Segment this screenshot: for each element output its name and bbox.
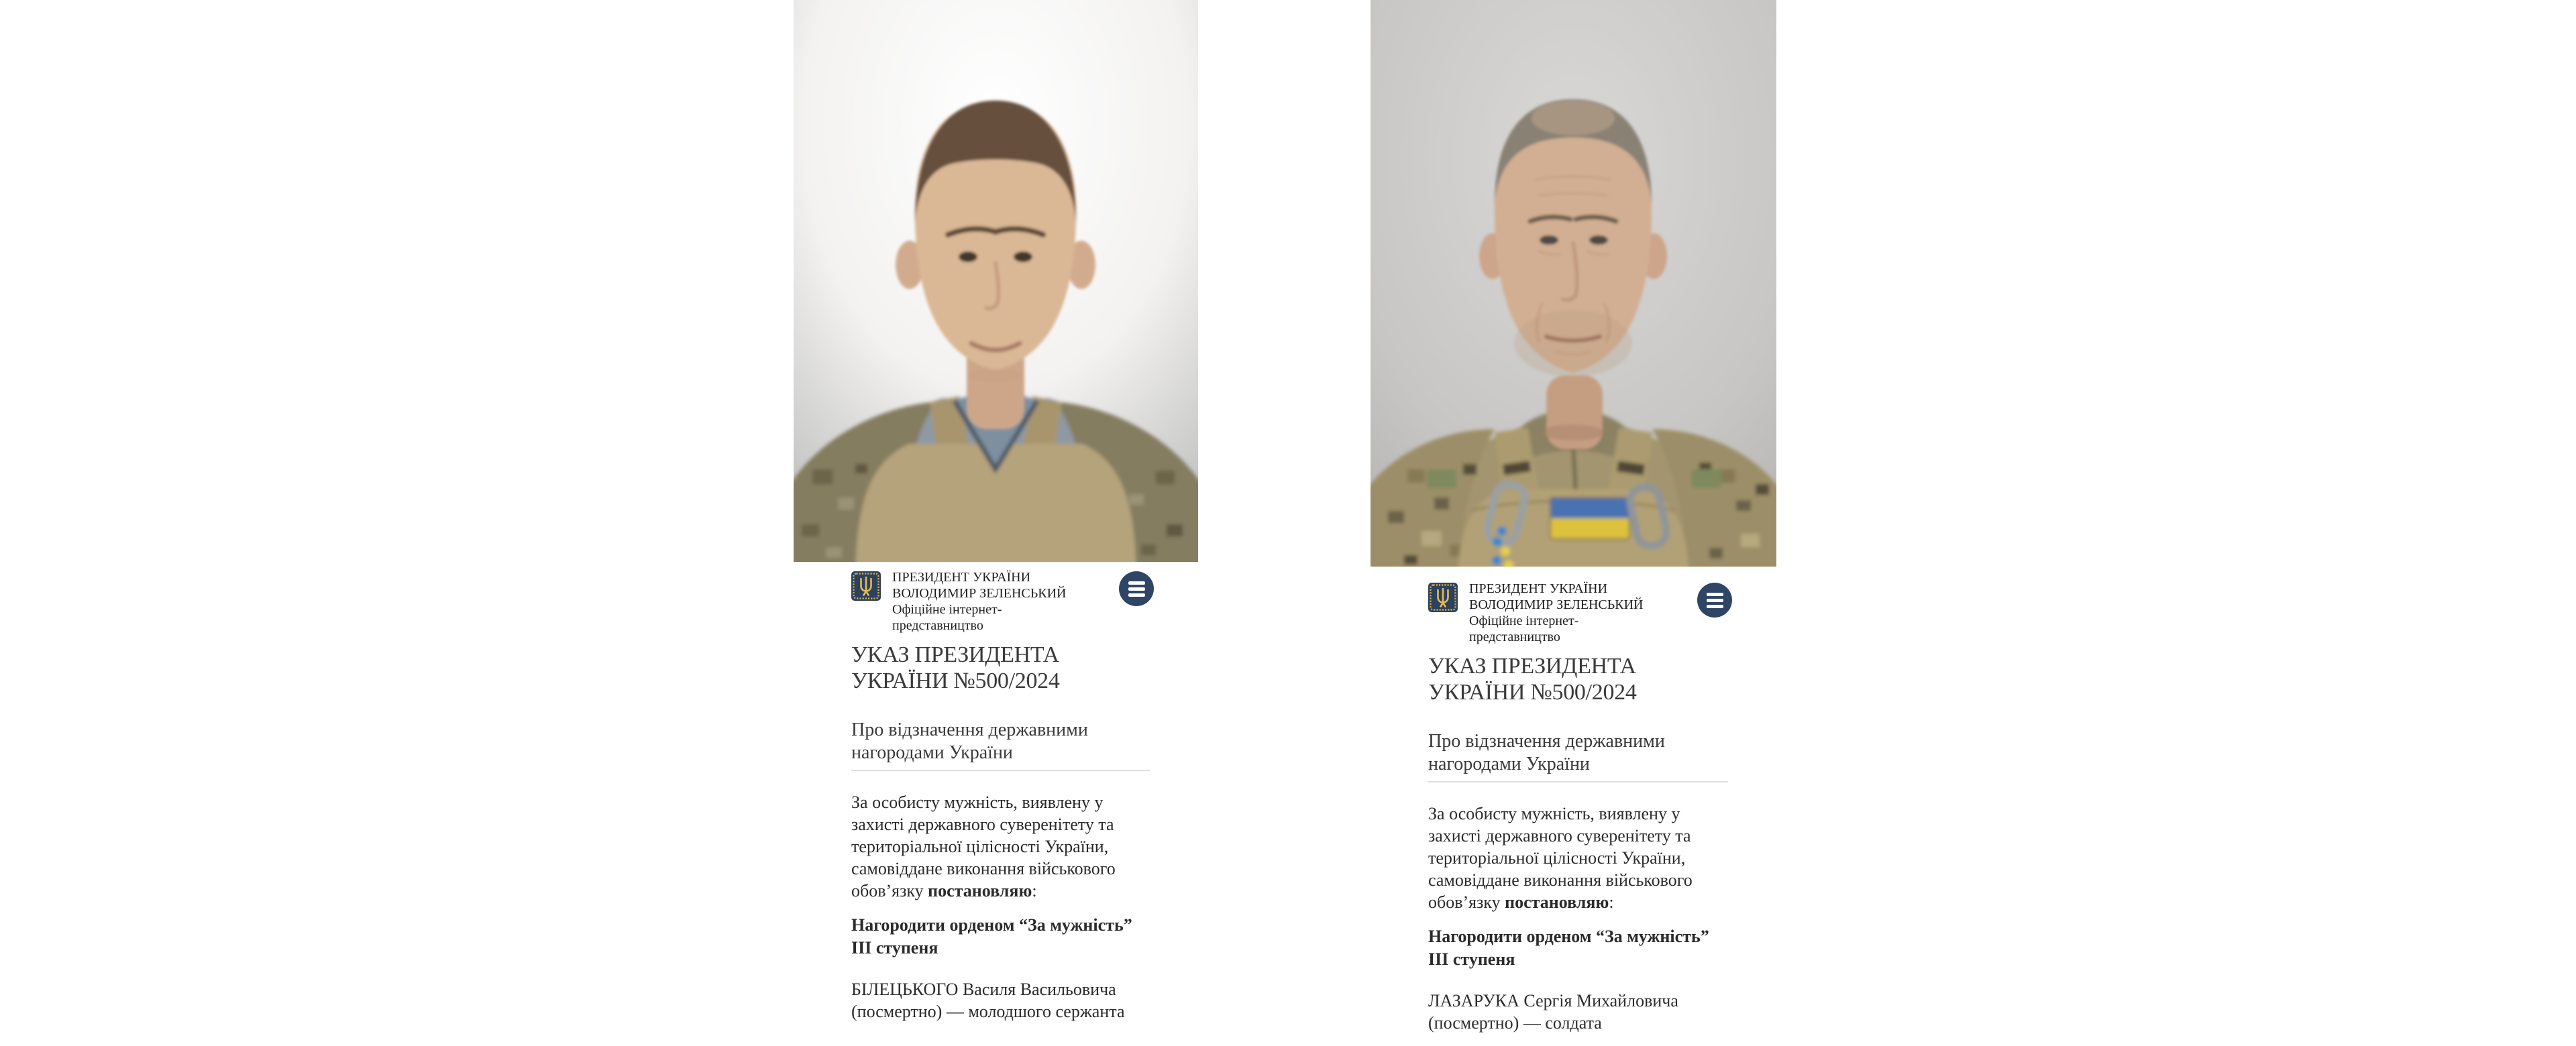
- soldier-photo-2: [1371, 0, 1776, 567]
- presidential-emblem-logo[interactable]: [1428, 583, 1458, 612]
- divider: [851, 770, 1150, 771]
- decree-body-bold: постановляю: [1505, 892, 1609, 912]
- trident-icon: [851, 571, 881, 601]
- presidential-emblem-logo[interactable]: [851, 571, 881, 601]
- hamburger-icon: [1128, 581, 1145, 597]
- award-heading: Нагородити орденом “За мужність” ІІІ ступеня: [851, 915, 1132, 957]
- decree-body-colon: :: [1609, 892, 1614, 912]
- card-content: [1428, 581, 1728, 1034]
- site-title: [1469, 581, 1657, 645]
- brand-line-3: Офіційне інтернет-представництво: [892, 602, 1002, 633]
- brand-line-1: ПРЕЗИДЕНТ УКРАЇНИ: [1469, 581, 1608, 596]
- site-title: [892, 569, 1080, 634]
- award-heading: Нагородити орденом “За мужність” ІІІ ступеня: [1428, 927, 1709, 969]
- portrait-illustration-1: [794, 0, 1198, 562]
- brand-line-1: ПРЕЗИДЕНТ УКРАЇНИ: [892, 570, 1031, 585]
- menu-button[interactable]: [1119, 571, 1154, 606]
- soldier-photo-1: [794, 0, 1198, 562]
- menu-button[interactable]: [1697, 583, 1732, 618]
- hamburger-icon: [1707, 593, 1723, 608]
- brand-line-3: Офіційне інтернет-представництво: [1469, 614, 1579, 644]
- trident-icon: [1428, 583, 1458, 612]
- decree-body: [851, 791, 1150, 902]
- decree-body-text: За особисту мужність, виявлену у захисті державного суверенітету та територіальної цілісності України, самовіддане виконання військового обов’язку: [1428, 804, 1693, 912]
- decree-card-1: [794, 0, 1198, 1023]
- card-content: [851, 569, 1150, 1023]
- decree-body-text: За особисту мужність, виявлену у захисті державного суверенітету та територіальної цілісності України, самовіддане виконання військового обов’язку: [851, 793, 1116, 900]
- decree-subtitle: Про відзначення державними нагородами України: [851, 719, 1088, 763]
- portrait-illustration-2: [1371, 0, 1776, 567]
- decree-card-2: [1371, 0, 1776, 1034]
- decree-title: УКАЗ ПРЕЗИДЕНТА УКРАЇНИ №500/2024: [851, 642, 1060, 693]
- divider: [1428, 781, 1728, 782]
- decree-body: [1428, 803, 1728, 913]
- brand-line-2: ВОЛОДИМИР ЗЕЛЕНСЬКИЙ: [1469, 597, 1644, 612]
- decree-body-colon: :: [1032, 881, 1037, 900]
- site-header: [851, 569, 1150, 634]
- site-header: [1428, 581, 1728, 645]
- decree-body-bold: постановляю: [928, 881, 1032, 900]
- decree-title: УКАЗ ПРЕЗИДЕНТА УКРАЇНИ №500/2024: [1428, 654, 1637, 705]
- recipient-name: БІЛЕЦЬКОГО Василя Васильовича (посмертно) — молодшого сержанта: [851, 980, 1125, 1021]
- decree-subtitle: Про відзначення державними нагородами України: [1428, 731, 1665, 774]
- brand-line-2: ВОЛОДИМИР ЗЕЛЕНСЬКИЙ: [892, 586, 1067, 601]
- recipient-name: ЛАЗАРУКА Сергія Михайловича (посмертно) — солдата: [1428, 991, 1678, 1033]
